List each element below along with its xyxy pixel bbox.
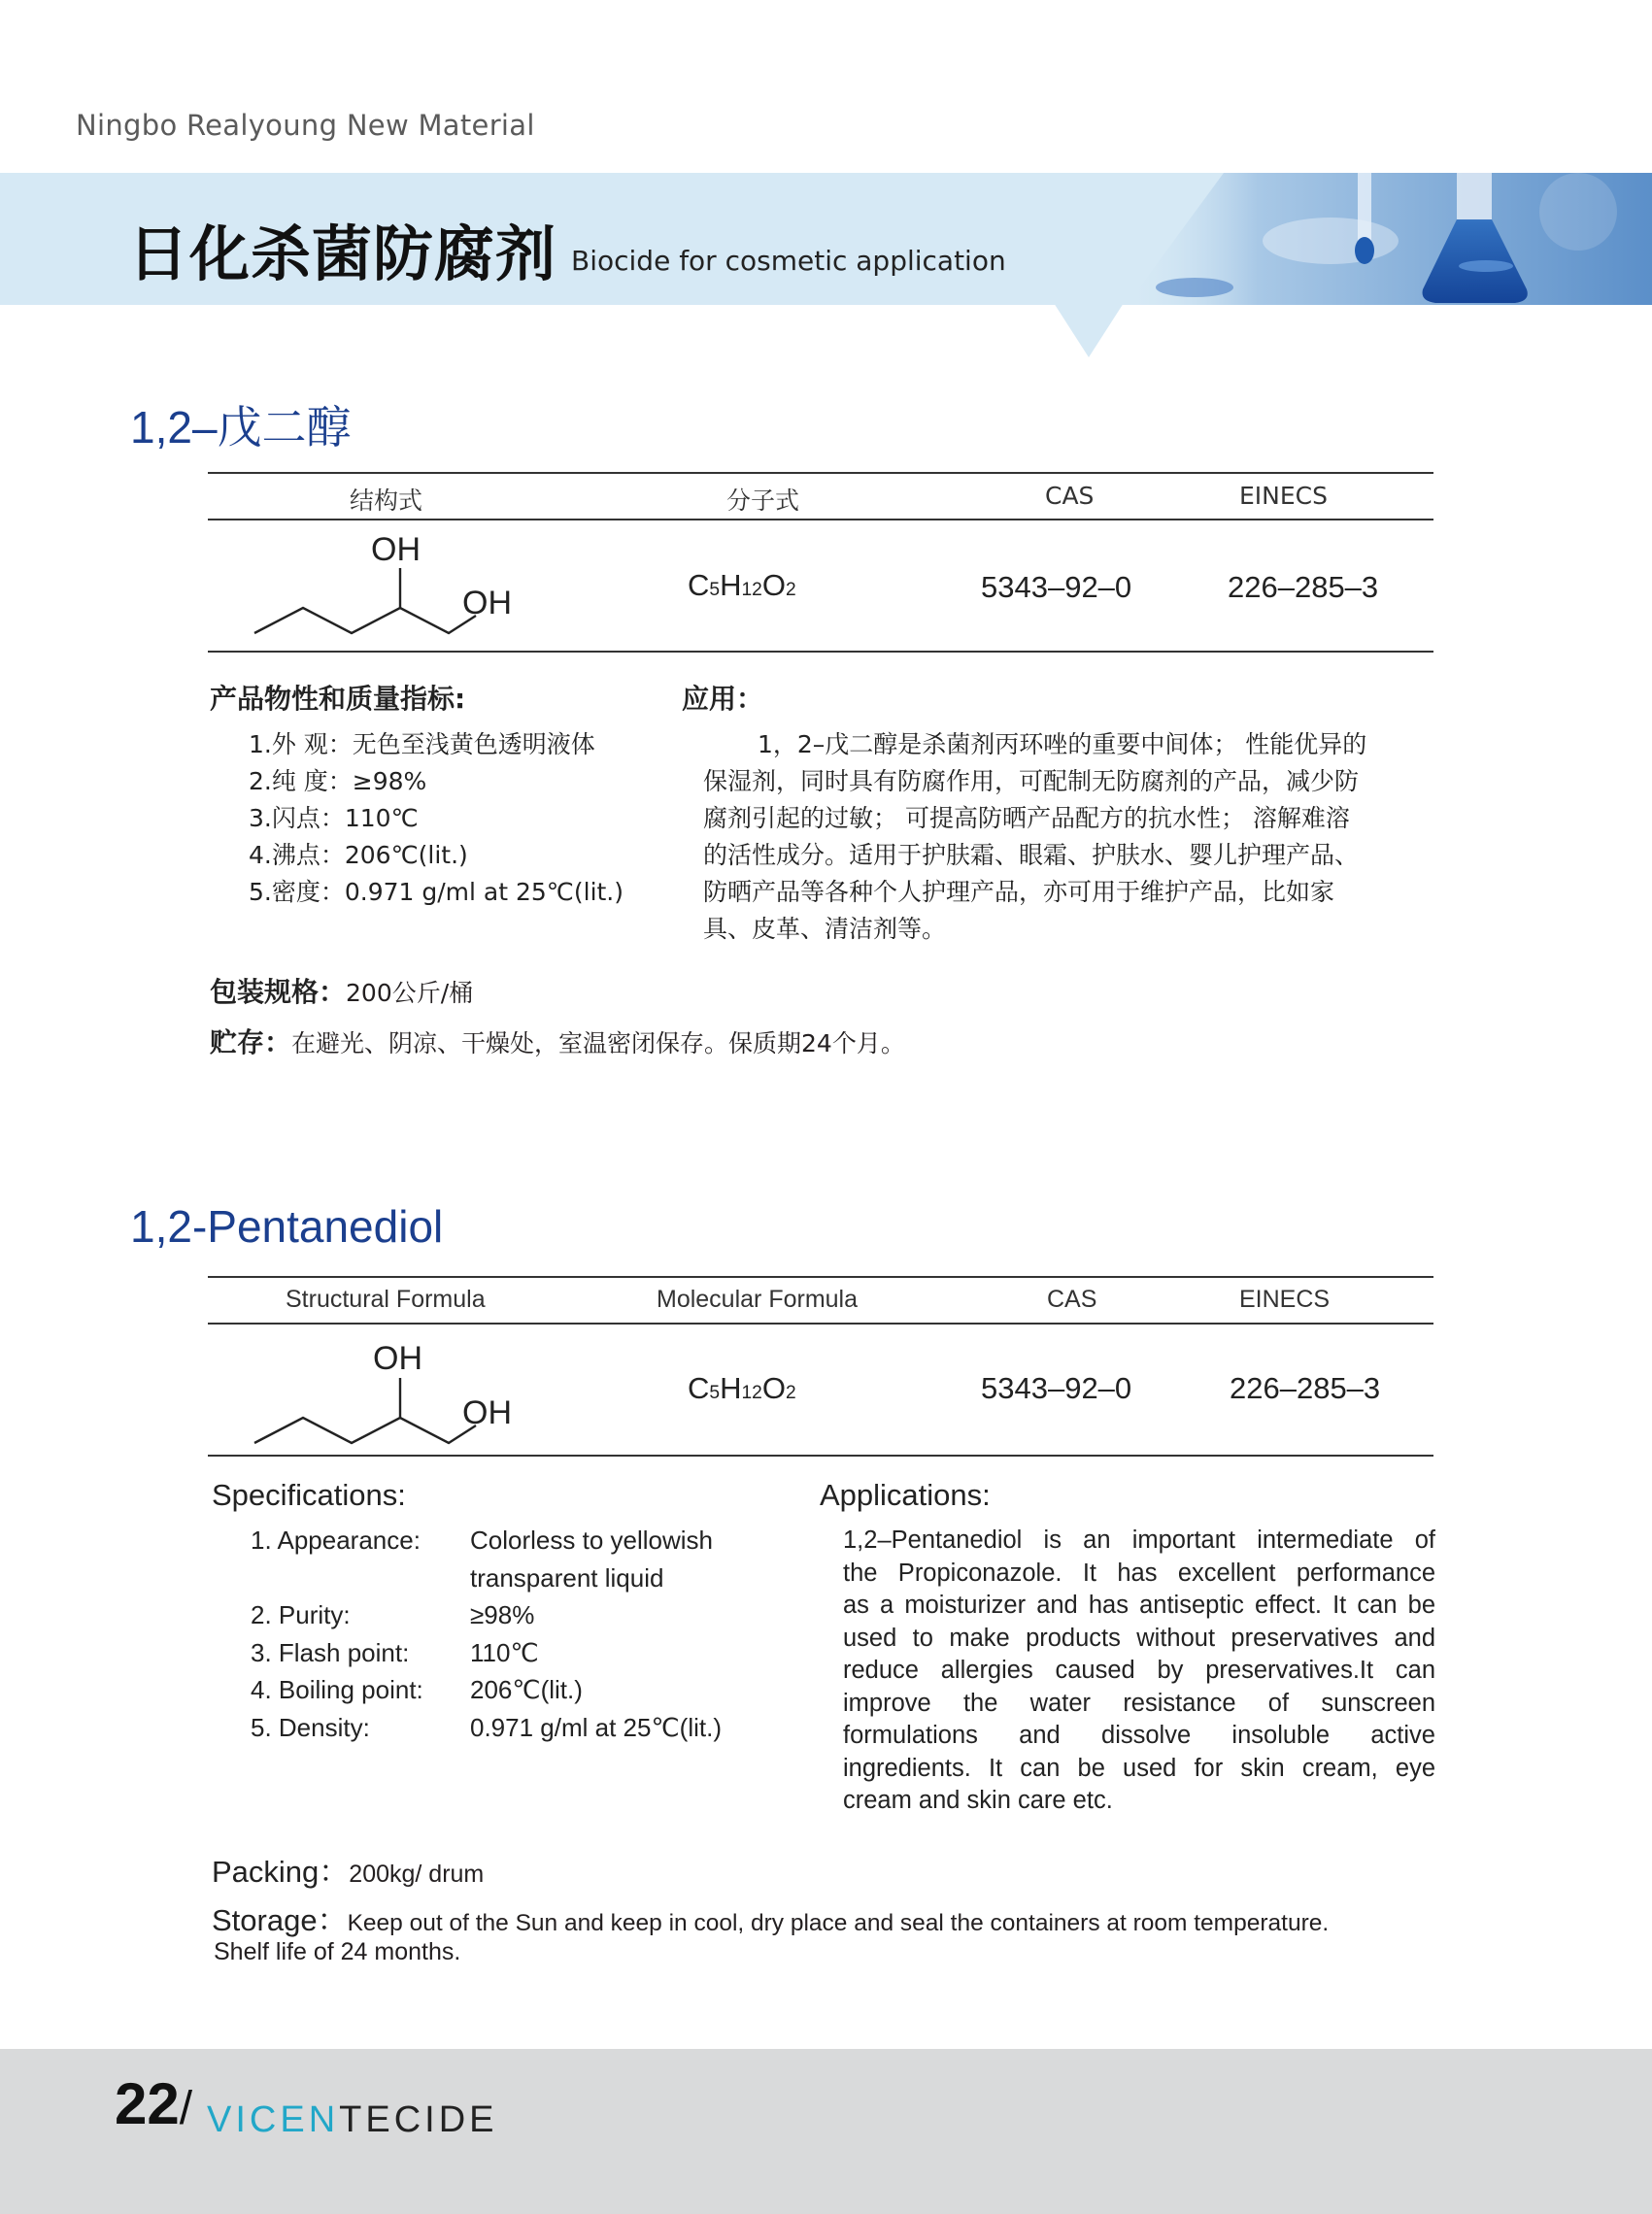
en-storage-label: Storage： — [212, 1903, 348, 1937]
cn-oh-side: OH — [462, 585, 512, 621]
cn-spec-item: 4.沸点：206℃(lit.) — [249, 841, 468, 869]
en-storage — [212, 1895, 1329, 1939]
cn-spec-item: 2.纯 度：≥98% — [249, 767, 427, 795]
en-header-einecs: EINECS — [1239, 1286, 1331, 1313]
en-structure-diagram — [243, 1334, 534, 1460]
cn-spec-item: 5.密度：0.971 g/ml at 25℃(lit.) — [249, 878, 624, 906]
cn-packing-label: 包装规格： — [210, 976, 347, 1008]
cn-storage-label: 贮存： — [210, 1026, 292, 1058]
en-spec-heading: Specifications: — [212, 1478, 406, 1512]
en-table-bottom-rule — [208, 1455, 1433, 1457]
en-storage-value: Keep out of the Sun and keep in cool, dry place and seal the containers at room temperature. — [347, 1910, 1330, 1936]
banner-title-en: Biocide for cosmetic application — [571, 245, 1006, 277]
banner-notch — [1054, 303, 1124, 357]
en-packing-label: Packing： — [212, 1855, 350, 1889]
cn-storage-value: 在避光、阴凉、干燥处，室温密闭保存。保质期24个月。 — [291, 1029, 905, 1057]
en-molecular-formula: C5H12O2 — [688, 1371, 796, 1405]
cn-spec-item: 3.闪点：110℃ — [249, 804, 419, 832]
cn-header-structure: 结构式 — [350, 486, 423, 515]
cn-spec-list — [249, 726, 624, 911]
en-packing — [212, 1847, 484, 1891]
page-number: 22/ — [115, 2071, 193, 2136]
banner-title-cn: 日化杀菌防腐剂 — [128, 218, 557, 289]
en-section-title: 1,2-Pentanediol — [130, 1201, 444, 1252]
en-header-molecular: Molecular Formula — [657, 1286, 859, 1313]
cn-header-cas: CAS — [1045, 482, 1095, 510]
en-header-structure: Structural Formula — [286, 1286, 486, 1313]
en-oh-side: OH — [462, 1394, 512, 1431]
en-app-heading: Applications: — [820, 1478, 991, 1512]
cn-header-molecular: 分子式 — [726, 486, 800, 515]
cn-table-header-rule — [208, 519, 1433, 520]
en-app-text: 1,2–Pentanediol is an important intermediate of the Propiconazole. It has excellent performance as a moisturizer and has antiseptic effect. It can be used to make products without preservatives and reduce allergies caused by preservatives.It can improve the water resistance of sunscreen formulations and dissolve insoluble active ingredients. It can be used for skin cream, eye cream and skin care etc. — [843, 1526, 1435, 1814]
en-header-cas: CAS — [1047, 1286, 1097, 1313]
cn-app-text: 1，2–戊二醇是杀菌剂丙环唑的重要中间体； 性能优异的 保湿剂，同时具有防腐作用，可配制无防腐剂的产品，减少防 腐剂引起的过敏； 可提高防晒产品配方的抗水性； 溶解难溶 的活性成分。适用于护肤霜、眼霜、护肤水、婴儿护理产品、 防晒产品等各种个人护理产品，亦可用于维护产品，比如家 具、皮革、清洁剂等。 — [703, 730, 1367, 943]
cn-einecs-value: 226–285–3 — [1228, 570, 1379, 604]
en-cas-value: 5343–92–0 — [981, 1371, 1132, 1405]
cn-spec-heading: 产品物性和质量指标: — [210, 683, 466, 715]
en-spec-item-cont: transparent liquid — [470, 1562, 664, 1593]
en-spec-item: 1. Appearance: Colorless to yellowish — [251, 1526, 713, 1555]
cn-section-title: 1,2–戊二醇 — [130, 402, 352, 453]
page-slash: / — [179, 2083, 193, 2134]
en-spec-item: 5. Density: 0.971 g/ml at 25℃(lit.) — [251, 1712, 722, 1742]
en-packing-value: 200kg/ drum — [349, 1861, 485, 1888]
cn-packing-value: 200公斤/桶 — [346, 979, 474, 1007]
cn-header-einecs: EINECS — [1239, 482, 1328, 510]
en-table-header-rule — [208, 1323, 1433, 1325]
en-oh-top: OH — [373, 1340, 422, 1377]
cn-table-top-rule — [208, 472, 1433, 474]
en-spec-list — [251, 1522, 794, 1746]
brand-name: VICENTECIDE — [207, 2099, 498, 2140]
en-spec-item: 3. Flash point: 110℃ — [251, 1637, 539, 1667]
cn-structure-diagram — [243, 524, 534, 651]
cn-app-heading: 应用： — [682, 683, 764, 715]
cn-packing — [210, 971, 473, 1010]
cn-storage — [210, 1022, 905, 1060]
en-storage-value-cont: Shelf life of 24 months. — [214, 1938, 461, 1965]
en-spec-item: 2. Purity: ≥98% — [251, 1600, 535, 1629]
en-table-top-rule — [208, 1276, 1433, 1278]
cn-oh-top: OH — [371, 531, 421, 568]
cn-table-bottom-rule — [208, 651, 1433, 653]
company-name: Ningbo Realyoung New Material — [76, 109, 535, 142]
en-spec-item: 4. Boiling point: 206℃(lit.) — [251, 1675, 583, 1704]
cn-cas-value: 5343–92–0 — [981, 570, 1132, 604]
cn-spec-item: 1.外 观：无色至浅黄色透明液体 — [249, 730, 595, 758]
cn-molecular-formula: C5H12O2 — [688, 568, 796, 602]
en-einecs-value: 226–285–3 — [1230, 1371, 1381, 1405]
